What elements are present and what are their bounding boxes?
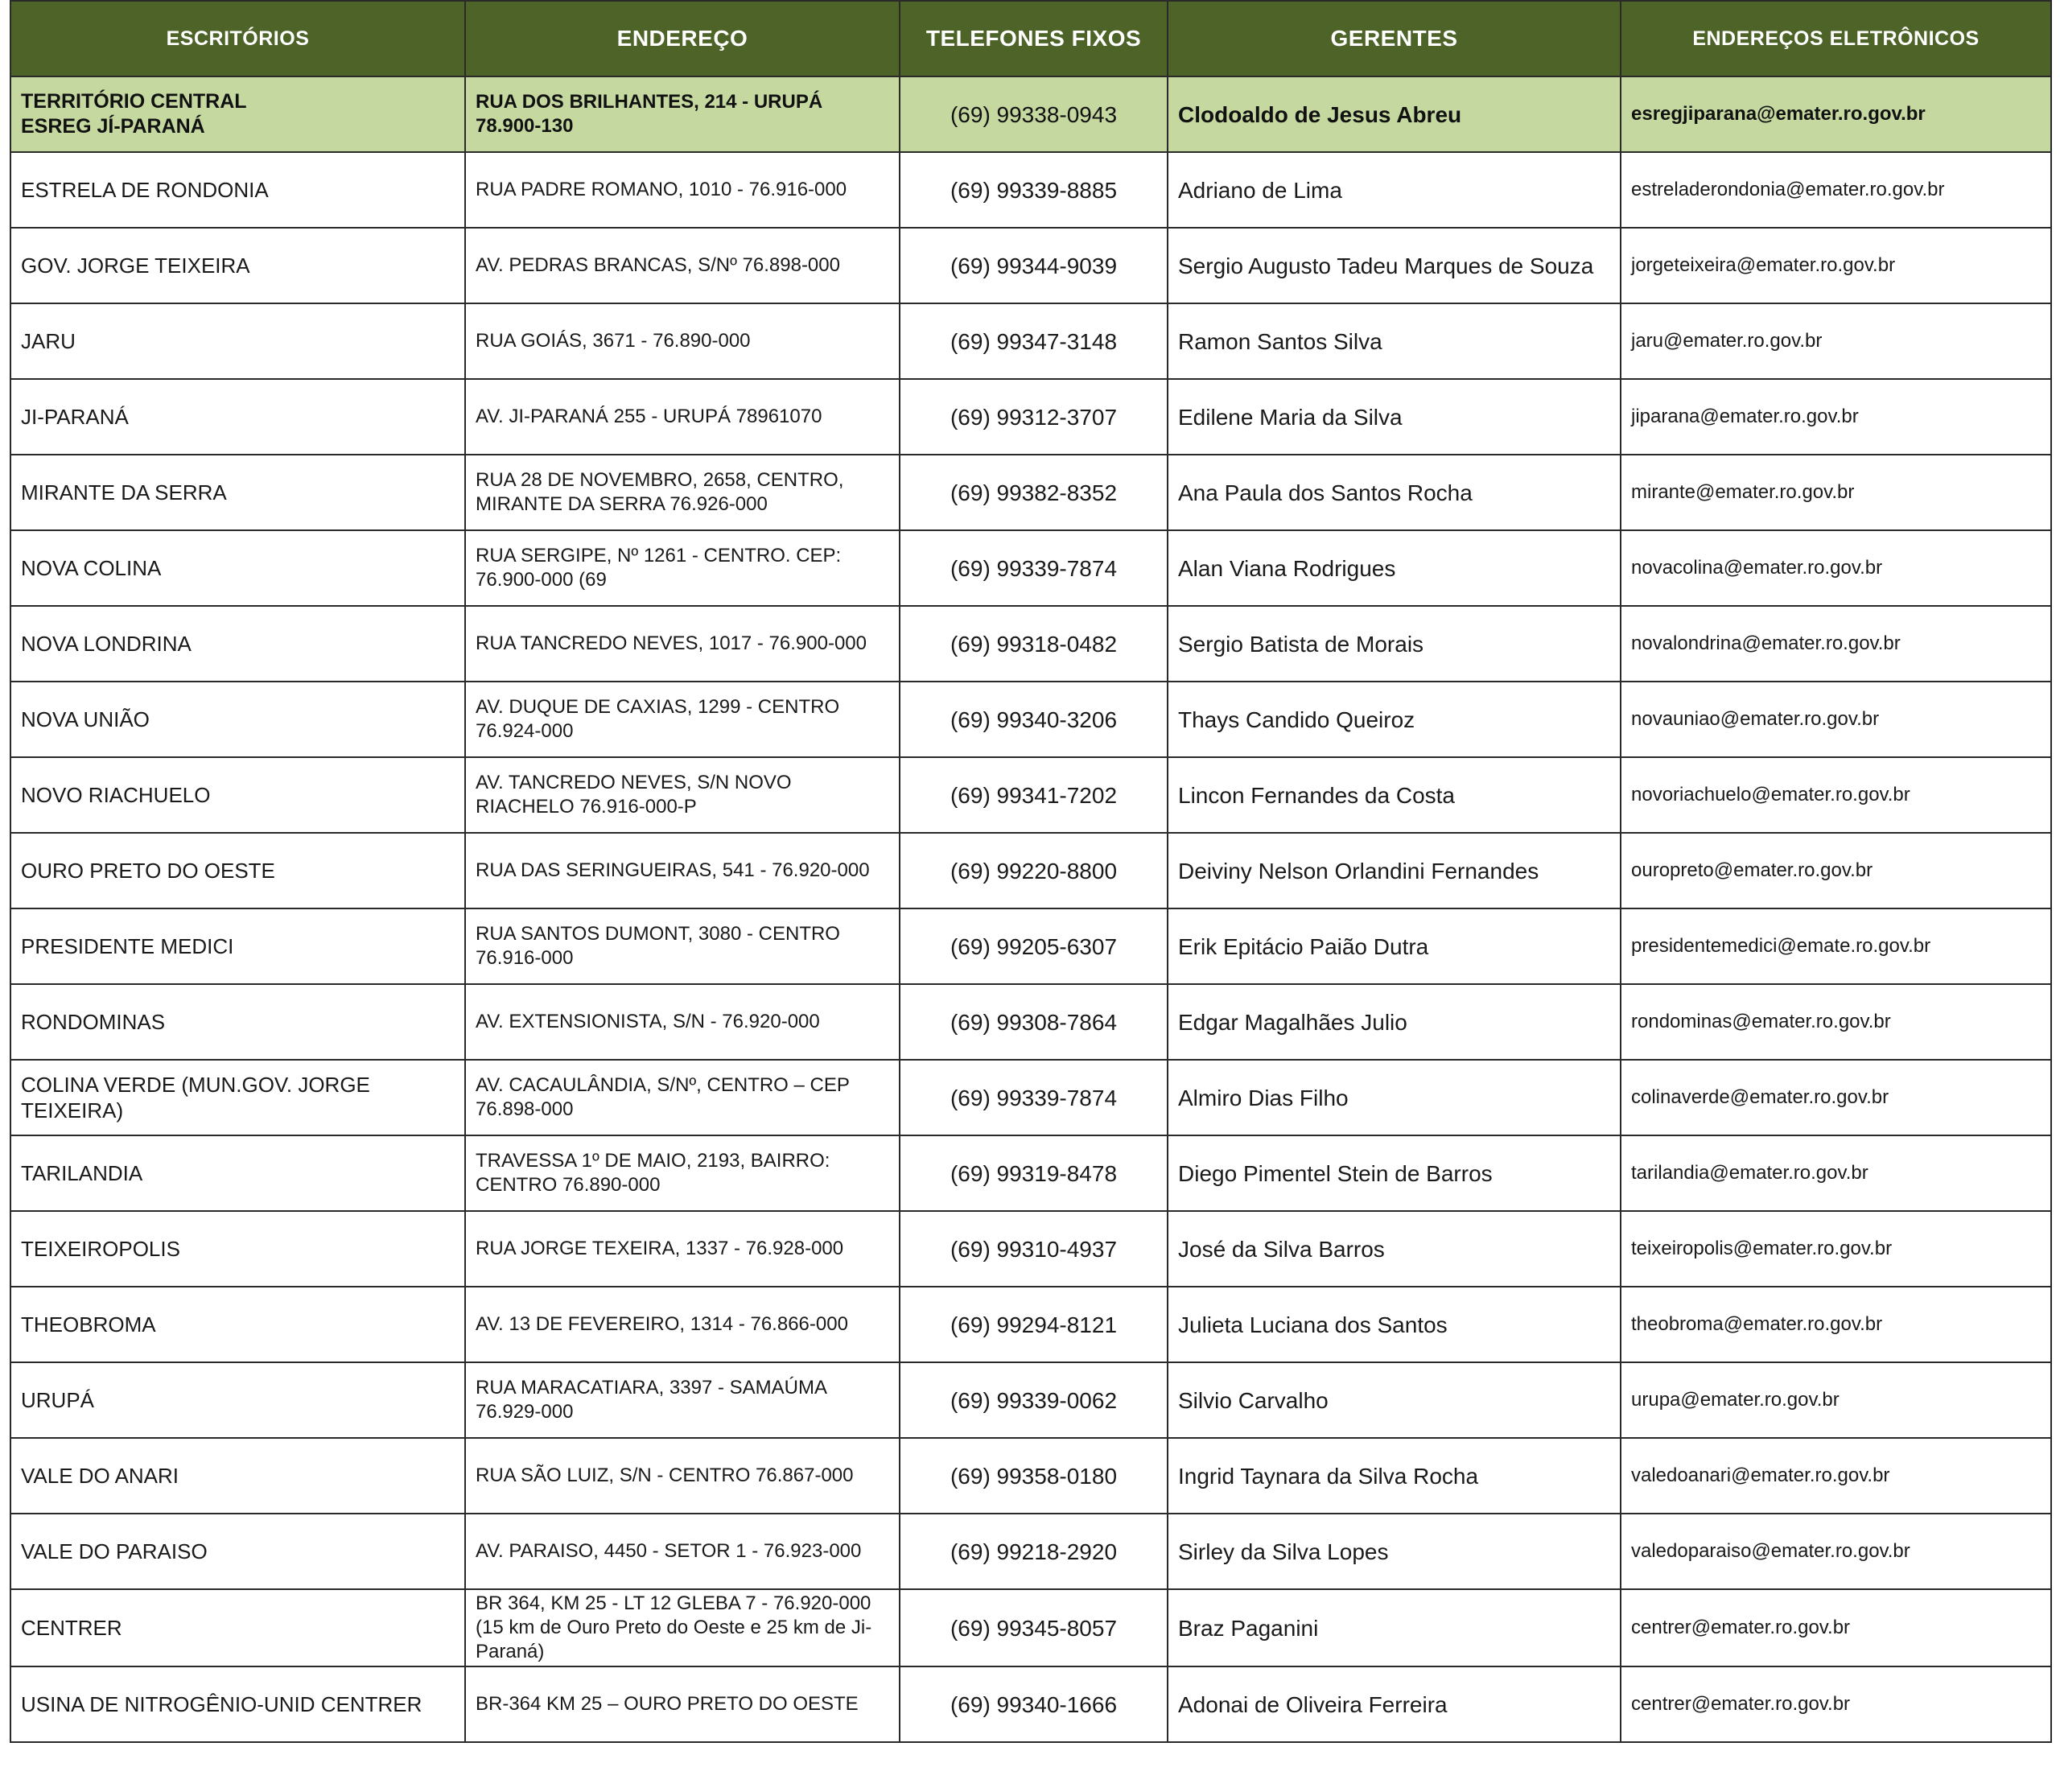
office-cell: JI-PARANÁ <box>10 379 465 455</box>
header-offices: ESCRITÓRIOS <box>10 1 465 76</box>
address-cell: AV. DUQUE DE CAXIAS, 1299 - CENTRO 76.924-000 <box>465 682 900 757</box>
email-cell: novacolina@emater.ro.gov.br <box>1621 530 2051 606</box>
manager-cell: Julieta Luciana dos Santos <box>1168 1287 1621 1362</box>
table-row <box>10 1135 2051 1211</box>
highlight-address-line2: 78.900-130 <box>476 115 574 137</box>
highlight-row <box>10 76 2051 152</box>
phone-cell: (69) 99339-7874 <box>900 530 1168 606</box>
email-cell: jiparana@emater.ro.gov.br <box>1621 379 2051 455</box>
phone-cell: (69) 99345-8057 <box>900 1589 1168 1666</box>
phone-cell: (69) 99205-6307 <box>900 908 1168 984</box>
table-row <box>10 1438 2051 1514</box>
office-cell: URUPÁ <box>10 1362 465 1438</box>
manager-cell: José da Silva Barros <box>1168 1211 1621 1287</box>
email-cell: mirante@emater.ro.gov.br <box>1621 455 2051 530</box>
manager-cell: Adonai de Oliveira Ferreira <box>1168 1666 1621 1742</box>
table-row <box>10 908 2051 984</box>
email-cell: estreladerondonia@emater.ro.gov.br <box>1621 152 2051 228</box>
phone-cell: (69) 99340-3206 <box>900 682 1168 757</box>
highlight-email: esregjiparana@emater.ro.gov.br <box>1621 76 2051 152</box>
office-cell: VALE DO PARAISO <box>10 1514 465 1589</box>
office-cell: JARU <box>10 303 465 379</box>
office-cell: PRESIDENTE MEDICI <box>10 908 465 984</box>
office-cell: USINA DE NITROGÊNIO-UNID CENTRER <box>10 1666 465 1742</box>
office-cell: NOVA LONDRINA <box>10 606 465 682</box>
address-cell: RUA MARACATIARA, 3397 - SAMAÚMA 76.929-000 <box>465 1362 900 1438</box>
manager-cell: Silvio Carvalho <box>1168 1362 1621 1438</box>
phone-cell: (69) 99344-9039 <box>900 228 1168 303</box>
table-row <box>10 1287 2051 1362</box>
address-cell: RUA SÃO LUIZ, S/N - CENTRO 76.867-000 <box>465 1438 900 1514</box>
office-cell: NOVO RIACHUELO <box>10 757 465 833</box>
phone-cell: (69) 99340-1666 <box>900 1666 1168 1742</box>
address-cell: BR-364 KM 25 – OURO PRETO DO OESTE <box>465 1666 900 1742</box>
address-cell: RUA DAS SERINGUEIRAS, 541 - 76.920-000 <box>465 833 900 908</box>
address-cell: BR 364, KM 25 - LT 12 GLEBA 7 - 76.920-000 (15 km de Ouro Preto do Oeste e 25 km de Ji-Paraná) <box>465 1589 900 1666</box>
phone-cell: (69) 99220-8800 <box>900 833 1168 908</box>
phone-cell: (69) 99339-7874 <box>900 1060 1168 1135</box>
highlight-office-line2: ESREG JÍ-PARANÁ <box>21 115 205 138</box>
address-cell: AV. TANCREDO NEVES, S/N NOVO RIACHELO 76.916-000-P <box>465 757 900 833</box>
email-cell: valedoparaiso@emater.ro.gov.br <box>1621 1514 2051 1589</box>
office-cell: COLINA VERDE (MUN.GOV. JORGE TEIXEIRA) <box>10 1060 465 1135</box>
manager-cell: Ingrid Taynara da Silva Rocha <box>1168 1438 1621 1514</box>
phone-cell: (69) 99218-2920 <box>900 1514 1168 1589</box>
email-cell: novauniao@emater.ro.gov.br <box>1621 682 2051 757</box>
highlight-manager: Clodoaldo de Jesus Abreu <box>1168 76 1621 152</box>
email-cell: novalondrina@emater.ro.gov.br <box>1621 606 2051 682</box>
table-row <box>10 228 2051 303</box>
phone-cell: (69) 99312-3707 <box>900 379 1168 455</box>
table-row <box>10 530 2051 606</box>
manager-cell: Ana Paula dos Santos Rocha <box>1168 455 1621 530</box>
address-cell: AV. JI-PARANÁ 255 - URUPÁ 78961070 <box>465 379 900 455</box>
email-cell: theobroma@emater.ro.gov.br <box>1621 1287 2051 1362</box>
table-row <box>10 833 2051 908</box>
phone-cell: (69) 99294-8121 <box>900 1287 1168 1362</box>
address-cell: AV. PARAISO, 4450 - SETOR 1 - 76.923-000 <box>465 1514 900 1589</box>
address-cell: RUA SERGIPE, Nº 1261 - CENTRO. CEP: 76.900-000 (69 <box>465 530 900 606</box>
table-header-row <box>10 1 2051 76</box>
office-cell: TEIXEIROPOLIS <box>10 1211 465 1287</box>
table-row <box>10 152 2051 228</box>
header-phones: TELEFONES FIXOS <box>900 1 1168 76</box>
office-cell: OURO PRETO DO OESTE <box>10 833 465 908</box>
address-cell: AV. 13 DE FEVEREIRO, 1314 - 76.866-000 <box>465 1287 900 1362</box>
highlight-office <box>10 76 465 152</box>
address-cell: RUA TANCREDO NEVES, 1017 - 76.900-000 <box>465 606 900 682</box>
address-cell: RUA 28 DE NOVEMBRO, 2658, CENTRO, MIRANTE DA SERRA 76.926-000 <box>465 455 900 530</box>
address-cell: RUA JORGE TEXEIRA, 1337 - 76.928-000 <box>465 1211 900 1287</box>
phone-cell: (69) 99358-0180 <box>900 1438 1168 1514</box>
table-row <box>10 379 2051 455</box>
office-cell: MIRANTE DA SERRA <box>10 455 465 530</box>
office-cell: NOVA COLINA <box>10 530 465 606</box>
phone-cell: (69) 99319-8478 <box>900 1135 1168 1211</box>
email-cell: jaru@emater.ro.gov.br <box>1621 303 2051 379</box>
email-cell: valedoanari@emater.ro.gov.br <box>1621 1438 2051 1514</box>
email-cell: presidentemedici@emate.ro.gov.br <box>1621 908 2051 984</box>
email-cell: urupa@emater.ro.gov.br <box>1621 1362 2051 1438</box>
email-cell: centrer@emater.ro.gov.br <box>1621 1666 2051 1742</box>
email-cell: jorgeteixeira@emater.ro.gov.br <box>1621 228 2051 303</box>
manager-cell: Erik Epitácio Paião Dutra <box>1168 908 1621 984</box>
phone-cell: (69) 99310-4937 <box>900 1211 1168 1287</box>
highlight-phone: (69) 99338-0943 <box>900 76 1168 152</box>
address-cell: RUA SANTOS DUMONT, 3080 - CENTRO 76.916-000 <box>465 908 900 984</box>
email-cell: ouropreto@emater.ro.gov.br <box>1621 833 2051 908</box>
table-row <box>10 1589 2051 1666</box>
manager-cell: Thays Candido Queiroz <box>1168 682 1621 757</box>
header-address: ENDEREÇO <box>465 1 900 76</box>
email-cell: tarilandia@emater.ro.gov.br <box>1621 1135 2051 1211</box>
address-cell: RUA GOIÁS, 3671 - 76.890-000 <box>465 303 900 379</box>
table-row <box>10 1514 2051 1589</box>
highlight-address <box>465 76 900 152</box>
phone-cell: (69) 99339-8885 <box>900 152 1168 228</box>
address-cell: RUA PADRE ROMANO, 1010 - 76.916-000 <box>465 152 900 228</box>
office-cell: GOV. JORGE TEIXEIRA <box>10 228 465 303</box>
office-cell: TARILANDIA <box>10 1135 465 1211</box>
manager-cell: Lincon Fernandes da Costa <box>1168 757 1621 833</box>
manager-cell: Ramon Santos Silva <box>1168 303 1621 379</box>
offices-table-container <box>10 0 2050 1743</box>
manager-cell: Sergio Augusto Tadeu Marques de Souza <box>1168 228 1621 303</box>
table-row <box>10 757 2051 833</box>
manager-cell: Adriano de Lima <box>1168 152 1621 228</box>
email-cell: centrer@emater.ro.gov.br <box>1621 1589 2051 1666</box>
manager-cell: Almiro Dias Filho <box>1168 1060 1621 1135</box>
phone-cell: (69) 99382-8352 <box>900 455 1168 530</box>
highlight-address-line1: RUA DOS BRILHANTES, 214 - URUPÁ <box>476 91 823 113</box>
table-row <box>10 1362 2051 1438</box>
address-cell: AV. PEDRAS BRANCAS, S/Nº 76.898-000 <box>465 228 900 303</box>
manager-cell: Braz Paganini <box>1168 1589 1621 1666</box>
table-row <box>10 606 2051 682</box>
email-cell: colinaverde@emater.ro.gov.br <box>1621 1060 2051 1135</box>
table-row <box>10 682 2051 757</box>
office-cell: VALE DO ANARI <box>10 1438 465 1514</box>
email-cell: rondominas@emater.ro.gov.br <box>1621 984 2051 1060</box>
table-row <box>10 1211 2051 1287</box>
manager-cell: Sirley da Silva Lopes <box>1168 1514 1621 1589</box>
table-row <box>10 1060 2051 1135</box>
manager-cell: Alan Viana Rodrigues <box>1168 530 1621 606</box>
manager-cell: Edgar Magalhães Julio <box>1168 984 1621 1060</box>
table-row <box>10 1666 2051 1742</box>
highlight-office-line1: TERRITÓRIO CENTRAL <box>21 89 247 113</box>
table-row <box>10 455 2051 530</box>
manager-cell: Sergio Batista de Morais <box>1168 606 1621 682</box>
table-row <box>10 984 2051 1060</box>
email-cell: novoriachuelo@emater.ro.gov.br <box>1621 757 2051 833</box>
phone-cell: (69) 99308-7864 <box>900 984 1168 1060</box>
manager-cell: Diego Pimentel Stein de Barros <box>1168 1135 1621 1211</box>
phone-cell: (69) 99318-0482 <box>900 606 1168 682</box>
offices-table <box>10 0 2052 1743</box>
phone-cell: (69) 99347-3148 <box>900 303 1168 379</box>
table-row <box>10 303 2051 379</box>
phone-cell: (69) 99339-0062 <box>900 1362 1168 1438</box>
office-cell: NOVA UNIÃO <box>10 682 465 757</box>
office-cell: THEOBROMA <box>10 1287 465 1362</box>
email-cell: teixeiropolis@emater.ro.gov.br <box>1621 1211 2051 1287</box>
office-cell: CENTRER <box>10 1589 465 1666</box>
address-cell: TRAVESSA 1º DE MAIO, 2193, BAIRRO: CENTRO 76.890-000 <box>465 1135 900 1211</box>
manager-cell: Deiviny Nelson Orlandini Fernandes <box>1168 833 1621 908</box>
header-emails: ENDEREÇOS ELETRÔNICOS <box>1621 1 2051 76</box>
manager-cell: Edilene Maria da Silva <box>1168 379 1621 455</box>
header-managers: GERENTES <box>1168 1 1621 76</box>
office-cell: ESTRELA DE RONDONIA <box>10 152 465 228</box>
address-cell: AV. CACAULÂNDIA, S/Nº, CENTRO – CEP 76.898-000 <box>465 1060 900 1135</box>
address-cell: AV. EXTENSIONISTA, S/N - 76.920-000 <box>465 984 900 1060</box>
phone-cell: (69) 99341-7202 <box>900 757 1168 833</box>
office-cell: RONDOMINAS <box>10 984 465 1060</box>
